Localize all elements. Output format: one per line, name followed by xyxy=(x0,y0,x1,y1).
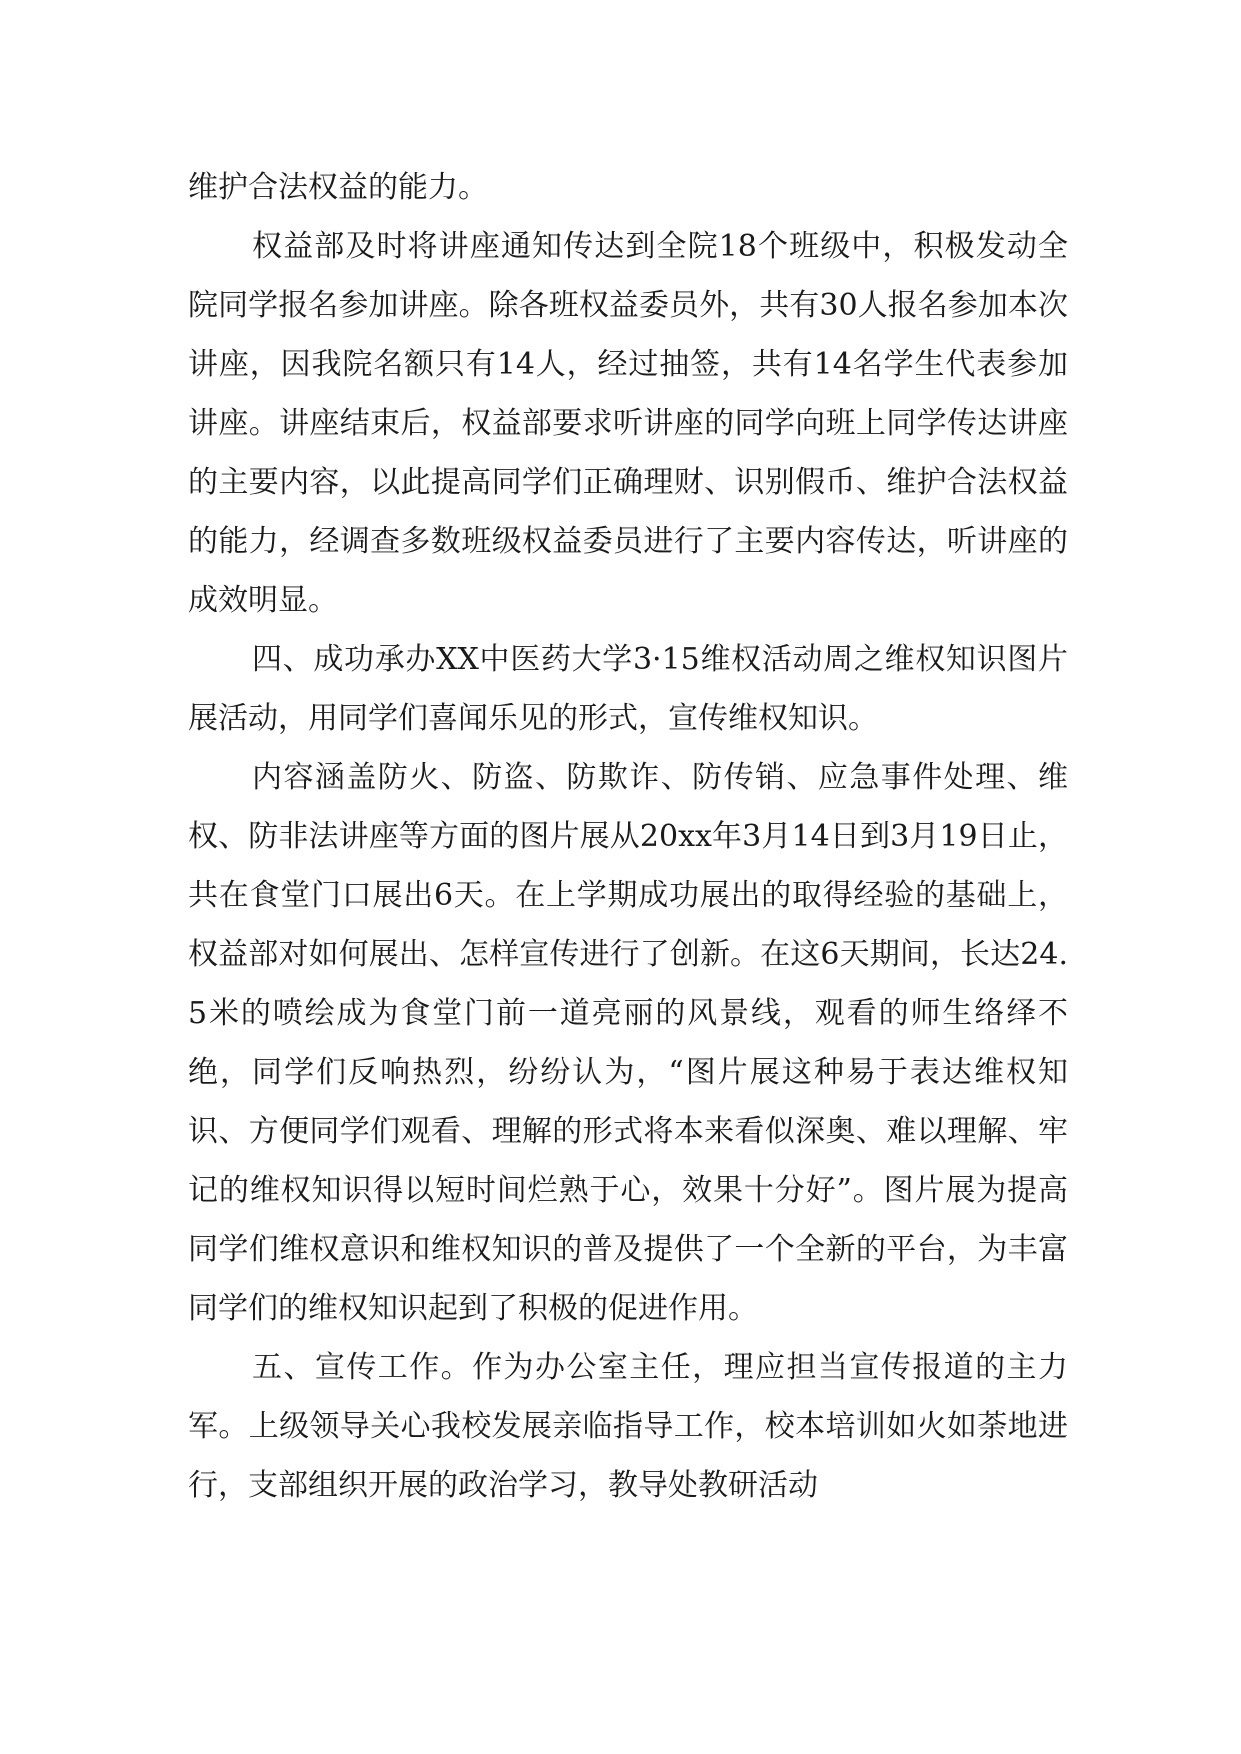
paragraph-5: 五、宣传工作。作为办公室主任，理应担当宣传报道的主力军。上级领导关心我校发展亲临指导工作，校本培训如火如荼地进行，支部组织开展的政治学习，教导处教研活动 xyxy=(188,1350,1068,1503)
paragraph-1: 维护合法权益的能力。 xyxy=(188,170,488,205)
paragraph-4: 内容涵盖防火、防盗、防欺诈、防传销、应急事件处理、维权、防非法讲座等方面的图片展从20xx年3月14日到3月19日止，共在食堂门口展出6天。在上学期成功展出的取得经验的基础上，权益部对如何展出、怎样宣传进行了创新。在这6天期间，长达24.5米的喷绘成为食堂门前一道亮丽的风景线，观看的师生络绎不绝，同学们反响热烈，纷纷认为，“图片展这种易于表达维权知识、方便同学们观看、理解的形式将本来看似深奥、难以理解、牢记的维权知识得以短时间烂熟于心，效果十分好”。图片展为提高同学们维权意识和维权知识的普及提供了一个全新的平台，为丰富同学们的维权知识起到了积极的促进作用。 xyxy=(188,760,1068,1326)
document-body xyxy=(188,158,1068,1515)
paragraph-3: 四、成功承办XX中医药大学3·15维权活动周之维权知识图片展活动，用同学们喜闻乐见的形式，宣传维权知识。 xyxy=(188,642,1068,736)
paragraph-2: 权益部及时将讲座通知传达到全院18个班级中，积极发动全院同学报名参加讲座。除各班权益委员外，共有30人报名参加本次讲座，因我院名额只有14人，经过抽签，共有14名学生代表参加讲座。讲座结束后，权益部要求听讲座的同学向班上同学传达讲座的主要内容，以此提高同学们正确理财、识别假币、维护合法权益的能力，经调查多数班级权益委员进行了主要内容传达，听讲座的成效明显。 xyxy=(188,229,1068,618)
